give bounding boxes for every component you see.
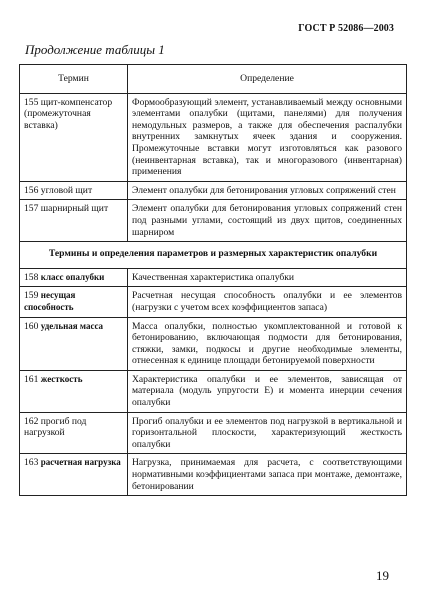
term-text: угловой щит <box>40 184 93 196</box>
term-text: удельная масса <box>40 320 104 331</box>
term-cell <box>20 370 128 412</box>
term-cell <box>20 268 128 287</box>
term-number: 163 <box>24 457 39 469</box>
section-title: Термины и определения параметров и размерных характеристик опалубки <box>20 242 407 269</box>
term-number: 155 <box>24 96 39 108</box>
table-row <box>20 287 407 317</box>
term-text: шарнирный щит <box>40 203 109 215</box>
definition-cell: Нагрузка, принимаемая для расчета, с соответствующими нормативными коэффициентами запаса при монтаже, демонтаже, бетонировании <box>128 454 407 496</box>
term-cell <box>20 454 128 496</box>
column-header-definition: Определение <box>128 65 407 94</box>
term-number: 158 <box>24 271 39 283</box>
term-cell <box>20 93 128 181</box>
definition-cell: Элемент опалубки для бетонирования угловых сопряжений стен <box>128 181 407 200</box>
term-number: 161 <box>24 373 39 385</box>
term-text: прогиб под нагрузкой <box>24 415 87 439</box>
term-cell <box>20 412 128 454</box>
table-row <box>20 181 407 200</box>
table-header-row <box>20 65 407 94</box>
definition-cell: Расчетная несущая способность опалубки и ее элементов (нагрузки с учетом всех коэффициентов запаса) <box>128 287 407 317</box>
term-text: расчетная нагрузка <box>40 457 121 468</box>
term-text: жесткость <box>40 373 83 384</box>
table-row <box>20 268 407 287</box>
column-header-term: Термин <box>20 65 128 94</box>
term-number: 162 <box>24 415 39 427</box>
term-cell <box>20 317 128 370</box>
term-cell <box>20 287 128 317</box>
term-number: 157 <box>24 203 39 215</box>
term-cell <box>20 200 128 242</box>
terms-table <box>19 64 407 496</box>
table-row <box>20 200 407 242</box>
continuation-title: Продолжение таблицы 1 <box>25 42 165 57</box>
page-number: 19 <box>376 568 389 583</box>
section-header-row <box>20 242 407 269</box>
table-row <box>20 412 407 454</box>
term-text: несущая способность <box>24 290 76 312</box>
definition-cell: Характеристика опалубки и ее элементов, зависящая от материала (модуль упругости Е) и момента инерции сечения опалубки <box>128 370 407 412</box>
term-number: 156 <box>24 184 39 196</box>
term-text: щит-компенсатор (промежуточная вставка) <box>24 96 113 131</box>
standard-header: ГОСТ Р 52086—2003 <box>298 23 394 34</box>
term-text: класс опалубки <box>40 271 105 282</box>
term-number: 160 <box>24 320 39 332</box>
table-row <box>20 454 407 496</box>
definition-cell: Формообразующий элемент, устанавливаемый между основными элементами опалубки (щитами, панелями) для получения немодульных размеров, а также для обеспечения распалубки внутренних замкнутых ячеек здания и сооружения. Промежуточные вставки могут изготовляться как разового (неинвентарная вставка), так и многоразового (инвентарная) применения <box>128 93 407 181</box>
definition-cell: Качественная характеристика опалубки <box>128 268 407 287</box>
table-row <box>20 93 407 181</box>
table-row <box>20 370 407 412</box>
table-row <box>20 317 407 370</box>
definition-cell: Масса опалубки, полностью укомплектованной и готовой к бетонированию, включающая подмости для бетонирования, стяжки, замки, подкосы и другие необходимые элементы, отнесенная к единице площади бетонируемой поверхности <box>128 317 407 370</box>
definition-cell: Прогиб опалубки и ее элементов под нагрузкой в вертикальной и горизонтальной плоскости, характеризующий жесткость опалубки <box>128 412 407 454</box>
definition-cell: Элемент опалубки для бетонирования угловых сопряжений стен под разными углами, состоящий из двух щитов, соединенных шарниром <box>128 200 407 242</box>
term-number: 159 <box>24 290 39 302</box>
term-cell <box>20 181 128 200</box>
